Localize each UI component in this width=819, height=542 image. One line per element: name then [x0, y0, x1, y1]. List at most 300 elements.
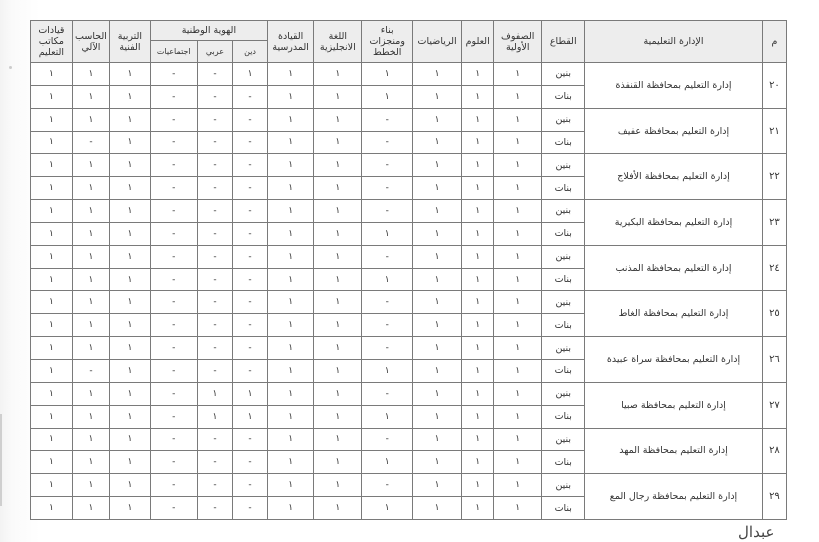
header-build: بناء ومنجزات الخطط: [362, 21, 412, 63]
header-math: الرياضيات: [412, 21, 461, 63]
department-name: إدارة التعليم بمحافظة الغاط: [585, 291, 763, 337]
cell-primary: ١: [494, 451, 542, 474]
cell-english: ١: [314, 200, 362, 223]
cell-leaders: ١: [31, 63, 73, 86]
cell-social: -: [150, 359, 197, 382]
cell-arabic: -: [197, 222, 232, 245]
cell-science: ١: [462, 177, 494, 200]
sector-boys: بنين: [542, 291, 585, 314]
cell-social: -: [150, 200, 197, 223]
cell-math: ١: [412, 63, 461, 86]
cell-leaders: ١: [31, 268, 73, 291]
cell-math: ١: [412, 359, 461, 382]
cell-social: -: [150, 382, 197, 405]
cell-english: ١: [314, 268, 362, 291]
cell-computer: ١: [72, 291, 109, 314]
cell-arabic: -: [197, 177, 232, 200]
cell-leadership: ١: [268, 63, 314, 86]
cell-leaders: ١: [31, 131, 73, 154]
cell-art: ١: [110, 108, 151, 131]
sector-boys: بنين: [542, 200, 585, 223]
cell-computer: ١: [72, 108, 109, 131]
cell-art: ١: [110, 85, 151, 108]
department-name: إدارة التعليم بمحافظة رجال المع: [585, 474, 763, 520]
cell-computer: ١: [72, 268, 109, 291]
header-sector: القطاع: [542, 21, 585, 63]
scan-edge: [0, 414, 2, 506]
table-row: [31, 337, 787, 360]
table-row: [31, 291, 787, 314]
cell-leadership: ١: [268, 131, 314, 154]
cell-art: ١: [110, 405, 151, 428]
cell-arabic: -: [197, 245, 232, 268]
cell-arabic: -: [197, 451, 232, 474]
cell-primary: ١: [494, 428, 542, 451]
cell-english: ١: [314, 154, 362, 177]
cell-math: ١: [412, 474, 461, 497]
cell-social: -: [150, 451, 197, 474]
cell-math: ١: [412, 200, 461, 223]
cell-religion: -: [233, 131, 268, 154]
cell-social: -: [150, 108, 197, 131]
cell-leadership: ١: [268, 497, 314, 520]
table-row: [31, 382, 787, 405]
sector-girls: بنات: [542, 451, 585, 474]
cell-computer: -: [72, 359, 109, 382]
cell-arabic: -: [197, 474, 232, 497]
header-art: التربية الفنية: [110, 21, 151, 63]
cell-computer: ١: [72, 428, 109, 451]
header-computer: الحاسب الآلي: [72, 21, 109, 63]
cell-social: -: [150, 154, 197, 177]
cell-primary: ١: [494, 154, 542, 177]
cell-english: ١: [314, 314, 362, 337]
cell-social: -: [150, 245, 197, 268]
cell-religion: ١: [233, 382, 268, 405]
cell-art: ١: [110, 200, 151, 223]
cell-computer: ١: [72, 314, 109, 337]
cell-build: -: [362, 291, 412, 314]
cell-art: ١: [110, 359, 151, 382]
table-row: [31, 200, 787, 223]
cell-social: -: [150, 291, 197, 314]
cell-leadership: ١: [268, 268, 314, 291]
department-name: إدارة التعليم بمحافظة القنفذة: [585, 63, 763, 109]
cell-english: ١: [314, 108, 362, 131]
table-row: [31, 108, 787, 131]
cell-social: -: [150, 131, 197, 154]
table-row: [31, 474, 787, 497]
row-number: ٢٨: [762, 428, 786, 474]
cell-science: ١: [462, 85, 494, 108]
cell-leadership: ١: [268, 200, 314, 223]
cell-religion: ١: [233, 63, 268, 86]
cell-arabic: -: [197, 359, 232, 382]
cell-social: -: [150, 405, 197, 428]
cell-religion: -: [233, 474, 268, 497]
cell-art: ١: [110, 382, 151, 405]
cell-build: ١: [362, 268, 412, 291]
cell-leaders: ١: [31, 451, 73, 474]
department-name: إدارة التعليم بمحافظة المذنب: [585, 245, 763, 291]
cell-primary: ١: [494, 382, 542, 405]
cell-english: ١: [314, 131, 362, 154]
cell-social: -: [150, 268, 197, 291]
department-name: إدارة التعليم بمحافظة صبيا: [585, 382, 763, 428]
header-english: اللغة الانجليزية: [314, 21, 362, 63]
cell-math: ١: [412, 268, 461, 291]
cell-primary: ١: [494, 108, 542, 131]
cell-leaders: ١: [31, 108, 73, 131]
cell-leaders: ١: [31, 177, 73, 200]
cell-build: -: [362, 108, 412, 131]
cell-social: -: [150, 85, 197, 108]
cell-art: ١: [110, 337, 151, 360]
cell-leaders: ١: [31, 497, 73, 520]
table-row: [31, 245, 787, 268]
cell-art: ١: [110, 177, 151, 200]
cell-social: -: [150, 497, 197, 520]
cell-computer: ١: [72, 337, 109, 360]
cell-science: ١: [462, 154, 494, 177]
cell-leaders: ١: [31, 85, 73, 108]
cell-computer: ١: [72, 474, 109, 497]
cell-leaders: ١: [31, 428, 73, 451]
cell-religion: -: [233, 268, 268, 291]
cell-arabic: -: [197, 497, 232, 520]
cell-leadership: ١: [268, 85, 314, 108]
cell-science: ١: [462, 428, 494, 451]
cell-arabic: -: [197, 85, 232, 108]
cell-primary: ١: [494, 85, 542, 108]
sector-girls: بنات: [542, 222, 585, 245]
cell-leadership: ١: [268, 474, 314, 497]
sector-boys: بنين: [542, 245, 585, 268]
cell-social: -: [150, 474, 197, 497]
cell-math: ١: [412, 405, 461, 428]
header-primary: الصفوف الأولية: [494, 21, 542, 63]
department-name: إدارة التعليم بمحافظة المهد: [585, 428, 763, 474]
cell-english: ١: [314, 337, 362, 360]
cell-arabic: -: [197, 337, 232, 360]
sector-girls: بنات: [542, 405, 585, 428]
header-num: م: [762, 21, 786, 63]
table-body: [31, 63, 787, 520]
cell-primary: ١: [494, 474, 542, 497]
cell-art: ١: [110, 245, 151, 268]
row-number: ٢٩: [762, 474, 786, 520]
cell-arabic: ١: [197, 405, 232, 428]
row-number: ٢٠: [762, 63, 786, 109]
cell-math: ١: [412, 177, 461, 200]
cell-english: ١: [314, 63, 362, 86]
header-science: العلوم: [462, 21, 494, 63]
cell-science: ١: [462, 382, 494, 405]
cell-english: ١: [314, 497, 362, 520]
cell-math: ١: [412, 108, 461, 131]
cell-math: ١: [412, 131, 461, 154]
cell-arabic: ١: [197, 382, 232, 405]
sector-girls: بنات: [542, 359, 585, 382]
row-number: ٢٧: [762, 382, 786, 428]
cell-math: ١: [412, 337, 461, 360]
cell-leaders: ١: [31, 314, 73, 337]
cell-primary: ١: [494, 268, 542, 291]
cell-computer: ١: [72, 63, 109, 86]
cell-science: ١: [462, 108, 494, 131]
row-number: ٢٤: [762, 245, 786, 291]
header-leadership: القيادة المدرسية: [268, 21, 314, 63]
cell-art: ١: [110, 63, 151, 86]
cell-build: -: [362, 177, 412, 200]
cell-math: ١: [412, 85, 461, 108]
cell-science: ١: [462, 222, 494, 245]
cell-english: ١: [314, 359, 362, 382]
cell-art: ١: [110, 154, 151, 177]
cell-math: ١: [412, 497, 461, 520]
cell-arabic: -: [197, 63, 232, 86]
cell-religion: -: [233, 359, 268, 382]
table-row: [31, 428, 787, 451]
cell-art: ١: [110, 428, 151, 451]
cell-science: ١: [462, 497, 494, 520]
cell-art: ١: [110, 222, 151, 245]
cell-primary: ١: [494, 359, 542, 382]
table-row: [31, 63, 787, 86]
sector-girls: بنات: [542, 497, 585, 520]
cell-build: -: [362, 200, 412, 223]
sector-boys: بنين: [542, 108, 585, 131]
cell-computer: ١: [72, 154, 109, 177]
cell-social: -: [150, 222, 197, 245]
cell-build: -: [362, 382, 412, 405]
cell-art: ١: [110, 474, 151, 497]
cell-leadership: ١: [268, 222, 314, 245]
cell-art: ١: [110, 268, 151, 291]
sector-boys: بنين: [542, 474, 585, 497]
cell-build: -: [362, 428, 412, 451]
department-name: إدارة التعليم بمحافظة سراة عبيدة: [585, 337, 763, 383]
cell-religion: -: [233, 451, 268, 474]
cell-leaders: ١: [31, 359, 73, 382]
cell-build: ١: [362, 63, 412, 86]
cell-english: ١: [314, 177, 362, 200]
cell-social: -: [150, 337, 197, 360]
cell-religion: -: [233, 245, 268, 268]
cell-computer: ١: [72, 177, 109, 200]
cell-leadership: ١: [268, 314, 314, 337]
cell-computer: ١: [72, 85, 109, 108]
sector-girls: بنات: [542, 314, 585, 337]
cell-arabic: -: [197, 268, 232, 291]
cell-build: ١: [362, 405, 412, 428]
row-number: ٢٣: [762, 200, 786, 246]
cell-computer: ١: [72, 405, 109, 428]
cell-arabic: -: [197, 314, 232, 337]
cell-leadership: ١: [268, 177, 314, 200]
cell-build: -: [362, 154, 412, 177]
cell-leaders: ١: [31, 154, 73, 177]
cell-religion: -: [233, 222, 268, 245]
sector-girls: بنات: [542, 268, 585, 291]
cell-english: ١: [314, 474, 362, 497]
cell-computer: ١: [72, 497, 109, 520]
cell-leaders: ١: [31, 337, 73, 360]
cell-arabic: -: [197, 428, 232, 451]
sector-boys: بنين: [542, 337, 585, 360]
cell-social: -: [150, 177, 197, 200]
cell-computer: -: [72, 131, 109, 154]
cell-leadership: ١: [268, 337, 314, 360]
row-number: ٢٥: [762, 291, 786, 337]
cell-leaders: ١: [31, 222, 73, 245]
cell-religion: -: [233, 154, 268, 177]
cell-leadership: ١: [268, 428, 314, 451]
cell-build: -: [362, 474, 412, 497]
cell-science: ١: [462, 474, 494, 497]
training-allocation-table: [30, 20, 787, 520]
cell-computer: ١: [72, 200, 109, 223]
scan-mark: [9, 66, 12, 69]
sector-girls: بنات: [542, 131, 585, 154]
cell-build: -: [362, 337, 412, 360]
cell-social: -: [150, 314, 197, 337]
department-name: إدارة التعليم بمحافظة الأفلاج: [585, 154, 763, 200]
cell-leaders: ١: [31, 382, 73, 405]
sector-boys: بنين: [542, 428, 585, 451]
cell-arabic: -: [197, 154, 232, 177]
cell-english: ١: [314, 451, 362, 474]
signature: عبدال: [738, 523, 775, 541]
cell-art: ١: [110, 314, 151, 337]
header-leaders: قيادات مكاتب التعليم: [31, 21, 73, 63]
cell-math: ١: [412, 245, 461, 268]
cell-leadership: ١: [268, 291, 314, 314]
cell-leadership: ١: [268, 108, 314, 131]
cell-religion: -: [233, 497, 268, 520]
cell-science: ١: [462, 131, 494, 154]
cell-build: -: [362, 131, 412, 154]
cell-science: ١: [462, 268, 494, 291]
cell-primary: ١: [494, 200, 542, 223]
cell-computer: ١: [72, 222, 109, 245]
header-religion: دين: [233, 41, 268, 63]
department-name: إدارة التعليم بمحافظة البكيرية: [585, 200, 763, 246]
cell-computer: ١: [72, 382, 109, 405]
cell-social: -: [150, 428, 197, 451]
cell-primary: ١: [494, 222, 542, 245]
cell-math: ١: [412, 154, 461, 177]
cell-science: ١: [462, 291, 494, 314]
cell-primary: ١: [494, 497, 542, 520]
cell-leaders: ١: [31, 405, 73, 428]
cell-build: ١: [362, 222, 412, 245]
cell-leaders: ١: [31, 474, 73, 497]
cell-primary: ١: [494, 245, 542, 268]
cell-science: ١: [462, 314, 494, 337]
cell-religion: -: [233, 85, 268, 108]
cell-leadership: ١: [268, 382, 314, 405]
sector-girls: بنات: [542, 177, 585, 200]
cell-build: ١: [362, 85, 412, 108]
cell-english: ١: [314, 405, 362, 428]
cell-math: ١: [412, 382, 461, 405]
cell-leaders: ١: [31, 245, 73, 268]
cell-math: ١: [412, 314, 461, 337]
cell-art: ١: [110, 131, 151, 154]
cell-math: ١: [412, 222, 461, 245]
cell-build: -: [362, 245, 412, 268]
header-identity: الهوية الوطنية: [150, 21, 267, 41]
cell-art: ١: [110, 497, 151, 520]
cell-science: ١: [462, 359, 494, 382]
cell-leadership: ١: [268, 451, 314, 474]
table-row: [31, 154, 787, 177]
cell-science: ١: [462, 200, 494, 223]
cell-religion: ١: [233, 405, 268, 428]
cell-english: ١: [314, 291, 362, 314]
cell-science: ١: [462, 337, 494, 360]
cell-religion: -: [233, 314, 268, 337]
sector-boys: بنين: [542, 382, 585, 405]
cell-english: ١: [314, 382, 362, 405]
cell-primary: ١: [494, 314, 542, 337]
cell-computer: ١: [72, 451, 109, 474]
cell-arabic: -: [197, 291, 232, 314]
sector-boys: بنين: [542, 63, 585, 86]
cell-art: ١: [110, 291, 151, 314]
cell-science: ١: [462, 245, 494, 268]
cell-leadership: ١: [268, 154, 314, 177]
cell-build: -: [362, 314, 412, 337]
row-number: ٢٦: [762, 337, 786, 383]
cell-arabic: -: [197, 131, 232, 154]
cell-art: ١: [110, 451, 151, 474]
cell-leadership: ١: [268, 359, 314, 382]
cell-religion: -: [233, 108, 268, 131]
cell-religion: -: [233, 291, 268, 314]
cell-primary: ١: [494, 131, 542, 154]
cell-science: ١: [462, 451, 494, 474]
cell-computer: ١: [72, 245, 109, 268]
cell-english: ١: [314, 428, 362, 451]
cell-social: -: [150, 63, 197, 86]
header-dept: الإدارة التعليمية: [585, 21, 763, 63]
cell-science: ١: [462, 405, 494, 428]
sector-boys: بنين: [542, 154, 585, 177]
cell-leaders: ١: [31, 200, 73, 223]
header-arabic: عربي: [197, 41, 232, 63]
row-number: ٢٢: [762, 154, 786, 200]
cell-primary: ١: [494, 337, 542, 360]
cell-religion: -: [233, 200, 268, 223]
cell-primary: ١: [494, 63, 542, 86]
cell-build: ١: [362, 359, 412, 382]
cell-arabic: -: [197, 108, 232, 131]
cell-english: ١: [314, 85, 362, 108]
cell-leaders: ١: [31, 291, 73, 314]
cell-english: ١: [314, 222, 362, 245]
cell-build: ١: [362, 451, 412, 474]
header-social: اجتماعيات: [150, 41, 197, 63]
cell-arabic: -: [197, 200, 232, 223]
cell-math: ١: [412, 428, 461, 451]
cell-leadership: ١: [268, 245, 314, 268]
cell-primary: ١: [494, 405, 542, 428]
row-number: ٢١: [762, 108, 786, 154]
department-name: إدارة التعليم بمحافظة عفيف: [585, 108, 763, 154]
cell-religion: -: [233, 337, 268, 360]
